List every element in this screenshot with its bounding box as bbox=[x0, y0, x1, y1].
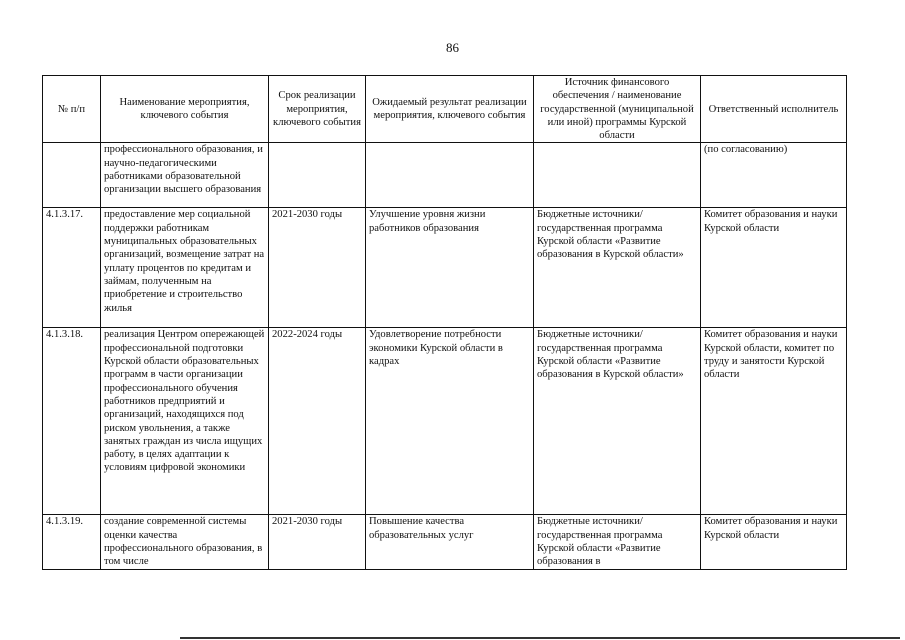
header-result: Ожидаемый результат реализации мероприятия, ключевого события bbox=[366, 76, 534, 143]
table-row bbox=[43, 328, 847, 515]
row-source bbox=[534, 143, 701, 208]
page-bottom-rule bbox=[180, 637, 900, 639]
header-executor: Ответственный исполнитель bbox=[701, 76, 847, 143]
row-term: 2021-2030 годы bbox=[269, 515, 366, 569]
header-num: № п/п bbox=[43, 76, 101, 143]
table-row bbox=[43, 208, 847, 328]
activities-table bbox=[42, 75, 847, 570]
header-source: Источник финансового обеспечения / наименование государственной (муниципальной или иной) программы Курской области bbox=[534, 76, 701, 143]
row-source: Бюджетные источники/государственная программа Курской области «Развитие образования в bbox=[534, 515, 701, 569]
row-result bbox=[366, 143, 534, 208]
row-result: Улучшение уровня жизни работников образования bbox=[366, 208, 534, 328]
row-result: Удовлетворение потребности экономики Курской области в кадрах bbox=[366, 328, 534, 515]
row-event: создание современной системы оценки качества профессионального образования, в том числе bbox=[101, 515, 269, 569]
row-source: Бюджетные источники/государственная программа Курской области «Развитие образования в Курской области» bbox=[534, 208, 701, 328]
header-event: Наименование мероприятия, ключевого события bbox=[101, 76, 269, 143]
row-event: профессионального образования, и научно-педагогическими работниками образовательной организации высшего образования bbox=[101, 143, 269, 208]
table-row bbox=[43, 143, 847, 208]
row-term: 2021-2030 годы bbox=[269, 208, 366, 328]
table-row bbox=[43, 515, 847, 569]
row-source: Бюджетные источники/государственная программа Курской области «Развитие образования в Курской области» bbox=[534, 328, 701, 515]
row-num: 4.1.3.18. bbox=[43, 328, 101, 515]
row-term: 2022-2024 годы bbox=[269, 328, 366, 515]
row-num: 4.1.3.17. bbox=[43, 208, 101, 328]
row-executor: Комитет образования и науки Курской области bbox=[701, 515, 847, 569]
row-executor: (по согласованию) bbox=[701, 143, 847, 208]
row-result: Повышение качества образовательных услуг bbox=[366, 515, 534, 569]
page-number: 86 bbox=[446, 40, 459, 55]
row-term bbox=[269, 143, 366, 208]
table-header-row bbox=[43, 76, 847, 143]
row-num bbox=[43, 143, 101, 208]
row-num: 4.1.3.19. bbox=[43, 515, 101, 569]
row-executor: Комитет образования и науки Курской области, комитет по труду и занятости Курской области bbox=[701, 328, 847, 515]
row-executor: Комитет образования и науки Курской области bbox=[701, 208, 847, 328]
header-term: Срок реализации мероприятия, ключевого события bbox=[269, 76, 366, 143]
row-event: предоставление мер социальной поддержки работникам муниципальных образовательных организаций, возмещение затрат на уплату процентов по кредитам и займам, полученным на приобретение и строительство жилья bbox=[101, 208, 269, 328]
row-event: реализация Центром опережающей профессиональной подготовки Курской области образовательных программ в части организации профессионального обучения работников предприятий и организаций, находящихся под риском увольнения, а также занятых граждан из числа ищущих работу, в целях адаптации к условиям цифровой экономики bbox=[101, 328, 269, 515]
